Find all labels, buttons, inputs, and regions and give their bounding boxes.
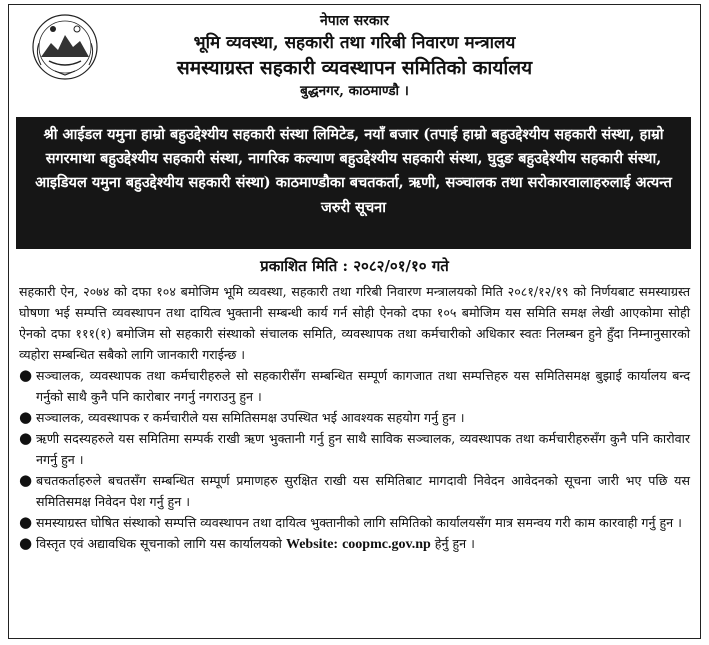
list-item: [19, 365, 690, 407]
website-label: Website:: [285, 537, 339, 552]
point-text: सञ्चालक, व्यवस्थापक र कर्मचारीले यस समितिसमक्ष उपस्थित भई आवश्यक सहयोग गर्नु हुन ।: [36, 410, 465, 425]
points-list: [19, 365, 690, 555]
website-link[interactable]: coopmc.gov.np: [342, 537, 431, 552]
point-text: बचतकर्ताहरुले बचतसँग सम्बन्धित सम्पूर्ण प्रमाणहरु सुरक्षित राखी यस समितिबाट मागदावी निवेदन आवेदनको सूचना जारी भए पछि यस समितिसमक्ष निवेदन पेश गर्नु हुन ।: [36, 473, 690, 509]
published-date-value: २०८२/०१/१० गते: [353, 257, 449, 275]
bullet-icon: ●: [19, 429, 33, 447]
bullet-icon: ●: [19, 408, 33, 426]
list-item: [19, 470, 690, 512]
point-text: सञ्चालक, व्यवस्थापक तथा कर्मचारीहरुले सो सहकारीसँग सम्बन्धित सम्पूर्ण कागजात तथा सम्पत्तिहरु यस समितिसमक्ष बुझाई कार्यालय बन्द गर्नुको साथै कुनै पनि कारोबार नगर्नु नगराउनु हुन ।: [36, 368, 690, 404]
list-item: [19, 428, 690, 470]
ministry-title: भूमि व्यवस्था, सहकारी तथा गरिबी निवारण मन्त्रालय: [193, 33, 516, 53]
notice-body: [19, 281, 690, 555]
intro-paragraph: सहकारी ऐन, २०७४ को दफा १०४ बमोजिम भूमि व्यवस्था, सहकारी तथा गरिबी निवारण मन्त्रालयको मिति २०८१/१२/१९ को निर्णयबाट समस्याग्रस्त घोषणा भई सम्पत्ति व्यवस्थापन तथा दायित्व भुक्तानी सम्बन्धी कार्य गर्न सोही ऐनको दफा १०५ बमोजिम यस समिति समक्ष लेखी आएकोमा सोही ऐनको दफा १११(१) बमोजिम सो सहकारी संस्थाको संचालक समिति, व्यवस्थापक तथा कर्मचारीको अधिकार स्वतः निलम्बन हुने हुँदा निम्नानुसारको व्यहोरा सम्बन्धित सबैको लागि जानकारी गराईन्छ ।: [19, 284, 690, 362]
point-text-after: हेर्नु हुन ।: [434, 536, 475, 551]
notice-title: श्री आईडल यमुना हाम्रो बहुउद्देश्यीय सहकारी संस्था लिमिटेड, नयाँ बजार (तपाई हाम्रो बहुउद्देश्यीय सहकारी संस्था, हाम्रो सगरमाथा बहुउद्देश्यीय सहकारी संस्था, नागरिक कल्याण बहुउद्देश्यीय सहकारी संस्था, घुदुङ बहुउद्देश्यीय सहकारी संस्था, आइडियल यमुना बहुउद्देश्यीय सहकारी संस्था) काठमाण्डौका बचतकर्ता, ऋणी, सञ्चालक तथा सरोकारवालाहरुलाई अत्यन्त जरुरी सूचना: [35, 126, 672, 216]
published-label: प्रकाशित मिति :: [260, 257, 349, 275]
point-text: ऋणी सदस्यहरुले यस समितिमा सम्पर्क राखी ऋण भुक्तानी गर्नु हुन साथै साविक सञ्चालक, व्यवस्थापक तथा कर्मचारीहरुसँग कुनै पनि कारोवार नगर्नु हुन ।: [36, 431, 690, 467]
notice-title-box: [16, 117, 691, 249]
list-item: [19, 512, 690, 533]
header: [9, 5, 700, 117]
bullet-icon: ●: [19, 513, 33, 531]
published-date: [9, 256, 700, 276]
government-title: नेपाल सरकार: [319, 13, 389, 29]
bullet-icon: ●: [19, 471, 33, 489]
list-item: [19, 533, 690, 555]
bullet-icon: ●: [19, 366, 33, 384]
notice-frame: [8, 4, 701, 639]
list-item: [19, 407, 690, 428]
point-text-before: विस्तृत एवं अद्यावधिक सूचनाको लागि यस कार्यालयको: [36, 536, 282, 551]
office-title: समस्याग्रस्त सहकारी व्यवस्थापन समितिको कार्यालय: [176, 57, 533, 79]
bullet-icon: ●: [19, 534, 33, 552]
point-text: समस्याग्रस्त घोषित संस्थाको सम्पत्ति व्यवस्थापन तथा दायित्व भुक्तानीको लागि समितिको कार्यालयसँग मात्र समन्वय गरी काम कारवाही गर्नु हुन ।: [36, 515, 682, 530]
office-address: बुद्धनगर, काठमाण्डौ ।: [300, 83, 409, 99]
